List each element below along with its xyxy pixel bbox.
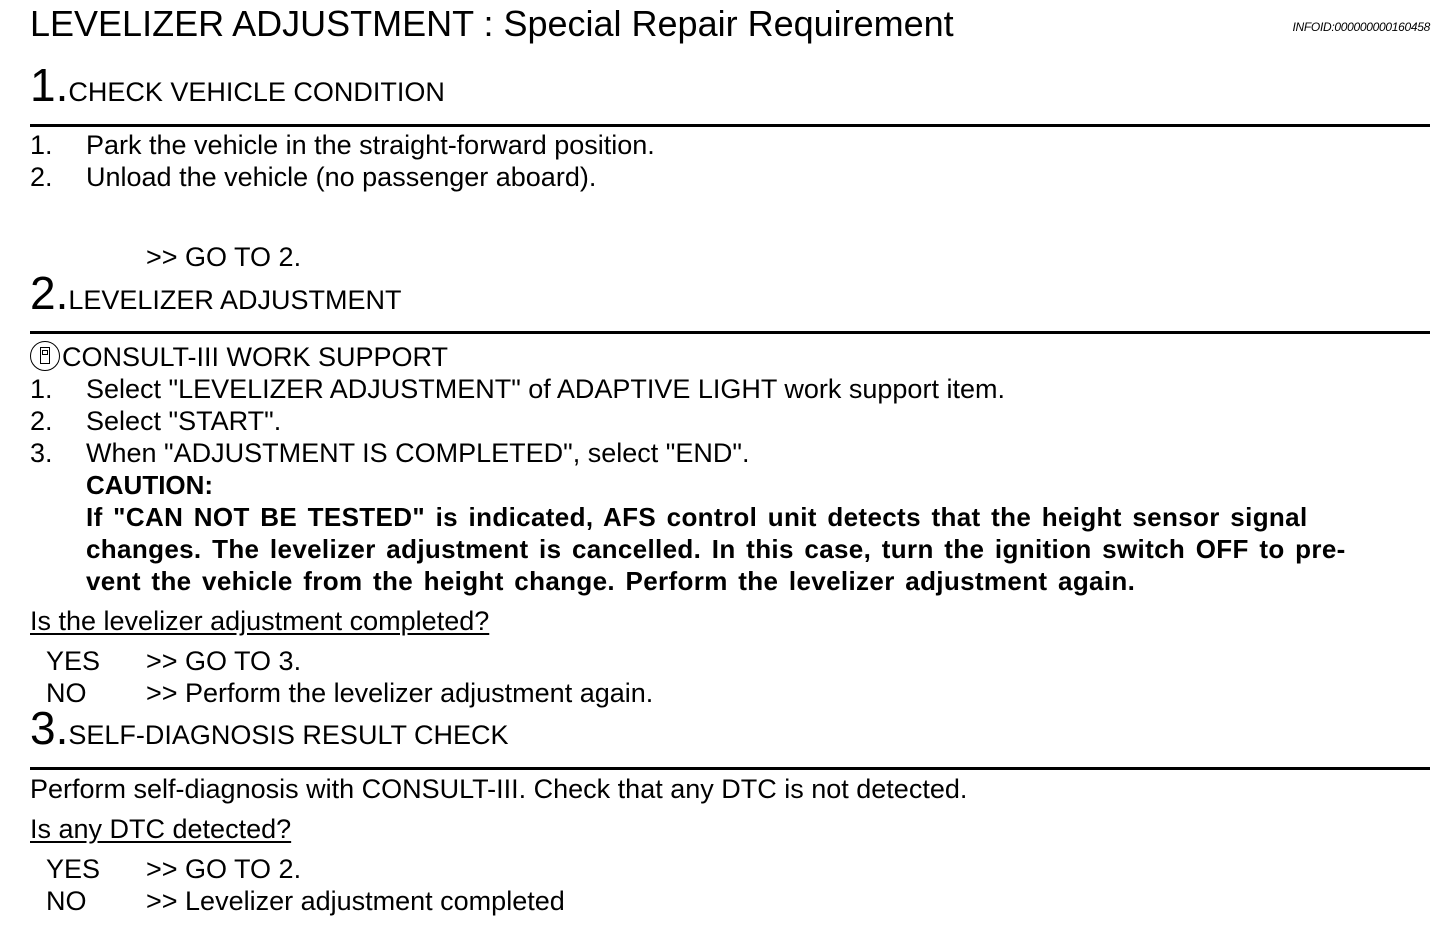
list-item-text: When "ADJUSTMENT IS COMPLETED", select "END". [86,438,750,468]
caution-label: CAUTION: [86,470,214,500]
step-body-text: Perform self-diagnosis with CONSULT-III. Check that any DTC is not detected. [30,774,968,804]
step-title: LEVELIZER ADJUSTMENT [68,285,402,315]
list-item-text: Select "START". [86,406,282,436]
list-item-number: 1. [30,374,53,404]
step-title: CHECK VEHICLE CONDITION [68,77,445,107]
step-2-heading [30,266,401,320]
consult-label: CONSULT-III WORK SUPPORT [62,342,449,372]
list-item-number: 2. [30,406,53,436]
answer-key: YES [46,854,101,884]
list-item-number: 1. [30,130,53,160]
list-item [30,373,1005,405]
step-number: 2. [30,267,69,319]
step-1-heading [30,58,445,112]
list-item-number: 2. [30,162,53,192]
caution-text-line: changes. The levelizer adjustment is cancelled. In this case, turn the ignition switch OFF to pre- [86,534,1346,564]
list-item [30,405,281,437]
list-item [30,437,749,469]
answer-key: YES [46,646,101,676]
list-item-text: Unload the vehicle (no passenger aboard). [86,162,597,192]
section-divider [30,124,1430,127]
answer-action: >> GO TO 3. [146,646,302,676]
step-number: 3. [30,702,69,754]
step-3-heading [30,701,508,755]
decision-question: Is any DTC detected? [30,814,292,844]
decision-question: Is the levelizer adjustment completed? [30,606,490,636]
step-number: 1. [30,59,69,111]
step-title: SELF-DIAGNOSIS RESULT CHECK [68,720,509,750]
consult-device-icon [30,341,60,371]
page-title: LEVELIZER ADJUSTMENT : Special Repair Requirement [30,3,954,44]
section-divider [30,767,1430,770]
goto-link: >> GO TO 2. [146,242,302,272]
answer-action: >> Perform the levelizer adjustment again. [146,678,654,708]
section-divider [30,331,1430,334]
caution-text-line: vent the vehicle from the height change. Perform the levelizer adjustment again. [86,566,1136,596]
answer-key: NO [46,678,87,708]
answer-action: >> Levelizer adjustment completed [146,886,565,916]
list-item-text: Park the vehicle in the straight-forward position. [86,130,655,160]
info-id: INFOID:000000000160458 [1292,20,1430,34]
list-item [30,129,655,161]
list-item [30,161,596,193]
answer-action: >> GO TO 2. [146,854,302,884]
list-item-text: Select "LEVELIZER ADJUSTMENT" of ADAPTIVE LIGHT work support item. [86,374,1005,404]
list-item-number: 3. [30,438,53,468]
answer-key: NO [46,886,87,916]
consult-work-support [30,341,448,373]
caution-text-line: If "CAN NOT BE TESTED" is indicated, AFS control unit detects that the height sensor signal [86,502,1308,532]
